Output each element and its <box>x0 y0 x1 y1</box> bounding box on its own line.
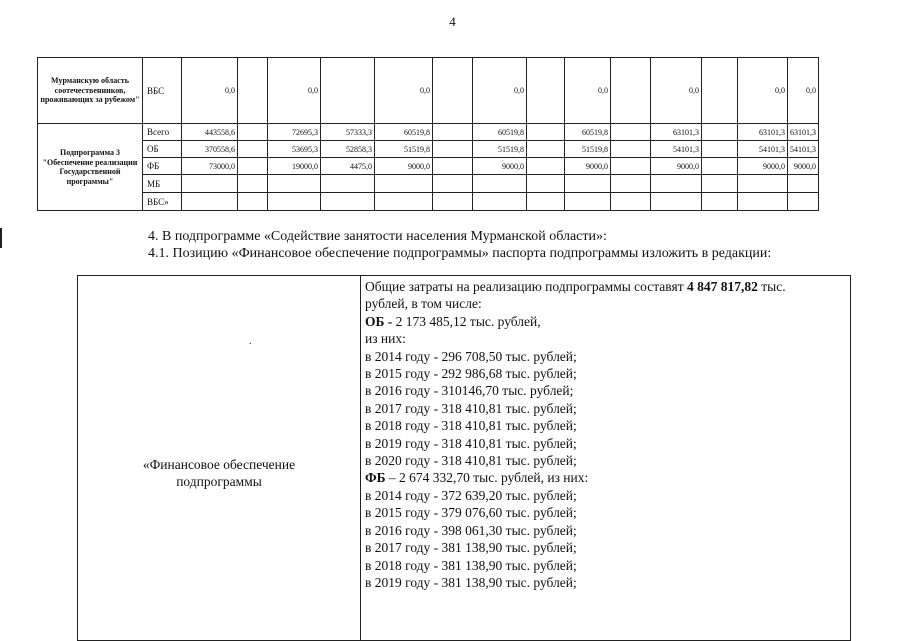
value-cell: 63101,3 <box>738 124 788 141</box>
ob-label: ОБ - <box>365 313 393 329</box>
value-cell: 54101,3 <box>651 141 702 158</box>
value-cell: 60519,8 <box>565 124 611 141</box>
value-cell: 63101,3 <box>651 124 702 141</box>
table-row <box>38 124 819 141</box>
passport-left-cell <box>78 276 361 641</box>
table-row <box>38 175 819 193</box>
intro-line2: рублей, в том числе: <box>365 296 482 312</box>
list-item: в 2017 году - 318 410,81 тыс. рублей; <box>365 400 577 416</box>
table-row <box>38 58 819 124</box>
value-cell: 9000,0 <box>473 158 527 175</box>
list-item: в 2015 году - 292 986,68 тыс. рублей; <box>365 366 577 382</box>
ob-amount: 2 173 485,12 тыс. рублей, <box>392 313 541 329</box>
intro-suffix: тыс. <box>757 279 786 294</box>
value-cell: 57333,3 <box>321 124 375 141</box>
value-cell: 51519,8 <box>375 141 433 158</box>
list-item: в 2016 году - 310146,70 тыс. рублей; <box>365 383 574 399</box>
subprogram-label: Подпрограмма 3 "Обеспечение реализации Государственной программы" <box>38 124 143 211</box>
value-cell: 443558,6 <box>182 124 238 141</box>
table-row <box>38 193 819 211</box>
page-number: 4 <box>449 14 456 29</box>
list-item: в 2019 году - 318 410,81 тыс. рублей; <box>365 435 577 451</box>
fb-amount: – 2 674 332,70 тыс. рублей, из них: <box>385 470 589 486</box>
list-item: в 2016 году - 398 061,30 тыс. рублей; <box>365 522 577 538</box>
table-row <box>38 141 819 158</box>
source-cell: Всего <box>143 124 182 141</box>
passport-table <box>77 275 851 641</box>
intro-line <box>365 278 846 295</box>
source-cell: ВБС <box>143 58 182 124</box>
value-cell: 9000,0 <box>651 158 702 175</box>
value-cell: 53695,3 <box>268 141 321 158</box>
value-cell: 63101,3 <box>788 124 819 141</box>
value-cell: 4475,0 <box>321 158 375 175</box>
value-cell: 0,0 <box>565 58 611 124</box>
list-item: в 2015 году - 379 076,60 тыс. рублей; <box>365 505 577 521</box>
source-cell: МБ <box>143 175 182 193</box>
source-cell: ФБ <box>143 158 182 175</box>
value-cell: 52858,3 <box>321 141 375 158</box>
paragraph-4-1: 4.1. Позицию «Финансовое обеспечение подпрограммы» паспорта подпрограммы изложить в редакции: <box>148 246 772 261</box>
value-cell: 51519,8 <box>473 141 527 158</box>
passport-right-cell <box>361 276 851 641</box>
paragraph-4: 4. В подпрограмме «Содействие занятости населения Мурманской области»: <box>148 229 607 244</box>
budget-table <box>37 57 819 211</box>
list-item: в 2018 году - 381 138,90 тыс. рублей; <box>365 557 577 573</box>
value-cell: 60519,8 <box>375 124 433 141</box>
value-cell: 0,0 <box>738 58 788 124</box>
left-label-line2: подпрограммы <box>176 474 262 489</box>
list-item: в 2014 году - 296 708,50 тыс. рублей; <box>365 348 577 364</box>
value-cell: 0,0 <box>788 58 819 124</box>
value-cell: 54101,3 <box>788 141 819 158</box>
list-item: в 2019 году - 381 138,90 тыс. рублей; <box>365 574 577 590</box>
row-label-compatriots: Мурманскую область соотечественников, проживающих за рубежом" <box>38 58 143 124</box>
value-cell: 9000,0 <box>565 158 611 175</box>
list-item: в 2017 году - 381 138,90 тыс. рублей; <box>365 540 577 556</box>
ob-of-them: из них: <box>365 331 406 347</box>
table-row <box>38 158 819 175</box>
value-cell: 72695,3 <box>268 124 321 141</box>
margin-mark <box>0 228 2 248</box>
value-cell: 0,0 <box>375 58 433 124</box>
value-cell: 0,0 <box>268 58 321 124</box>
value-cell: 60519,8 <box>473 124 527 141</box>
list-item: в 2020 году - 318 410,81 тыс. рублей; <box>365 453 577 469</box>
value-cell: 0,0 <box>651 58 702 124</box>
left-label-line1: «Финансовое обеспечение <box>142 457 296 472</box>
value-cell: 0,0 <box>182 58 238 124</box>
fb-line <box>365 469 846 486</box>
value-cell: 51519,8 <box>565 141 611 158</box>
source-cell: ОБ <box>143 141 182 158</box>
value-cell: 54101,3 <box>738 141 788 158</box>
value-cell: 19000,0 <box>268 158 321 175</box>
list-item: в 2018 году - 318 410,81 тыс. рублей; <box>365 418 577 434</box>
stray-dot: . <box>249 336 252 347</box>
intro-prefix: Общие затраты на реализацию подпрограммы составят <box>365 279 687 294</box>
value-cell: 9000,0 <box>738 158 788 175</box>
fb-label: ФБ <box>365 470 386 486</box>
value-cell: 9000,0 <box>788 158 819 175</box>
value-cell: 0,0 <box>473 58 527 124</box>
ob-line <box>365 313 846 330</box>
value-cell: 9000,0 <box>375 158 433 175</box>
total-amount: 4 847 817,82 <box>686 279 758 294</box>
value-cell: 73000,0 <box>182 158 238 175</box>
value-cell: 370558,6 <box>182 141 238 158</box>
source-cell: ВБС» <box>143 193 182 211</box>
list-item: в 2014 году - 372 639,20 тыс. рублей; <box>365 487 577 503</box>
